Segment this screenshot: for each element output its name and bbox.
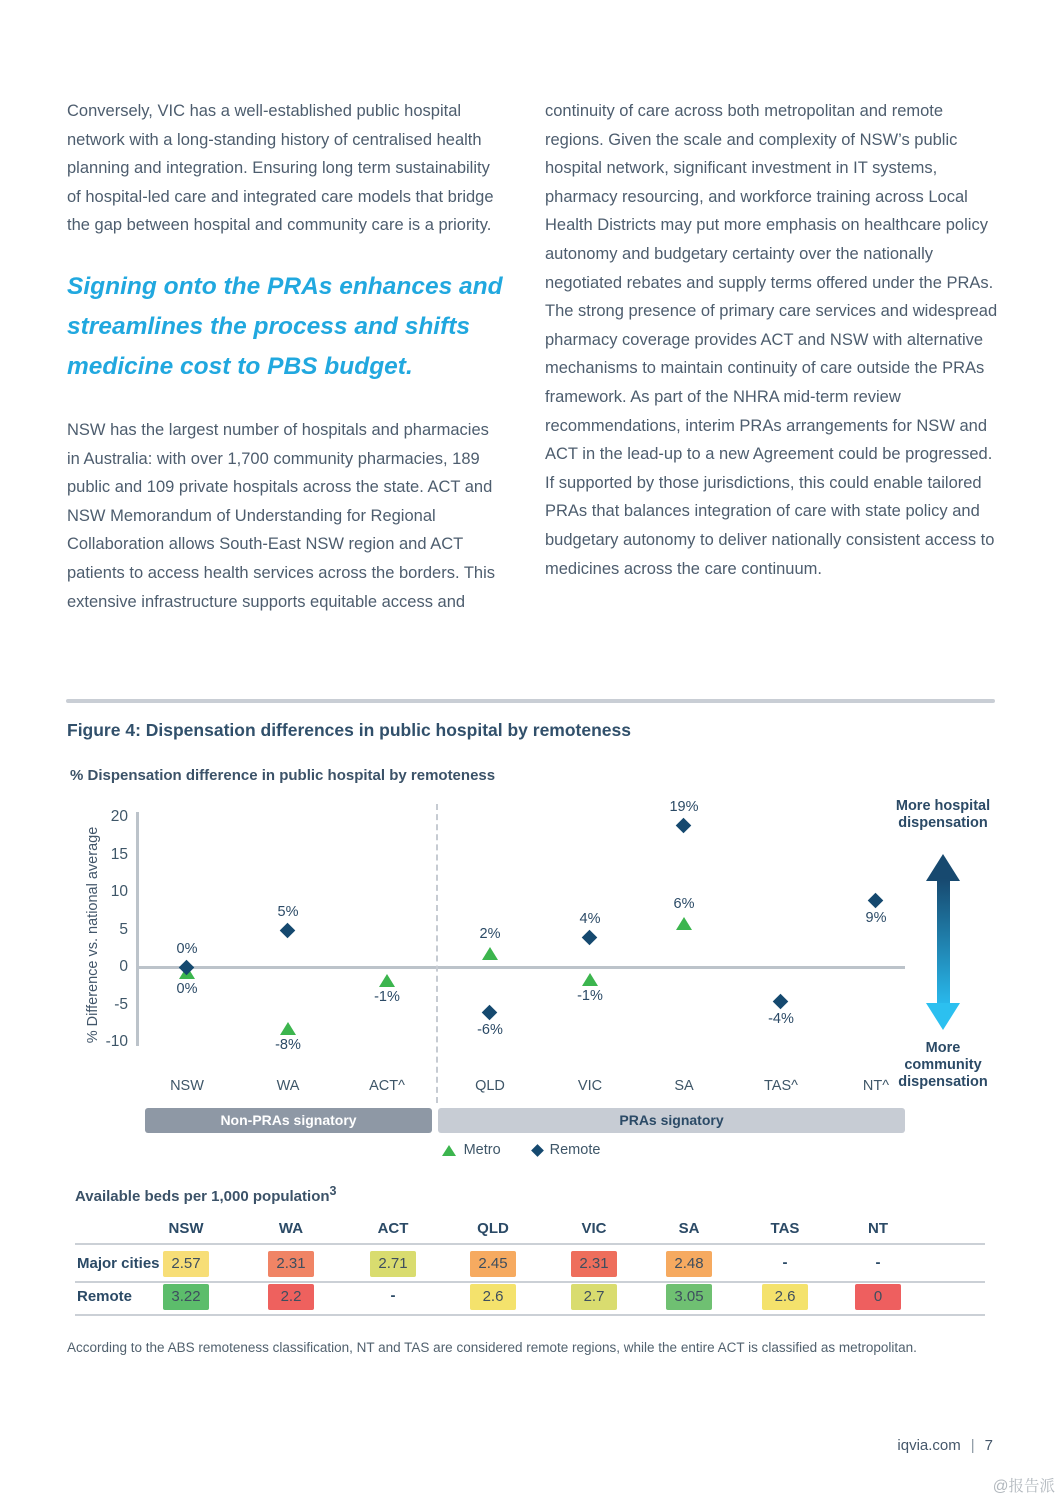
metro-triangle-marker <box>676 917 692 930</box>
y-axis-title: % Difference vs. national average <box>85 826 101 1044</box>
data-point-label: -6% <box>477 1022 503 1038</box>
annotation-more-hospital: More hospital dispensation <box>895 798 991 831</box>
remote-diamond-marker <box>773 994 789 1010</box>
section-divider <box>66 699 995 703</box>
page-number: 7 <box>984 1437 993 1454</box>
x-axis-label: ACT^ <box>369 1078 405 1094</box>
arrow-down-icon <box>926 1003 960 1030</box>
remote-diamond-icon <box>531 1144 544 1157</box>
metro-triangle-marker <box>379 974 395 987</box>
beds-column-header: ACT <box>377 1220 409 1237</box>
metro-triangle-marker <box>482 947 498 960</box>
text-column-right <box>545 97 999 583</box>
table-cell-value: 2.45 <box>470 1251 516 1277</box>
data-point-label: 2% <box>479 926 501 942</box>
x-axis-label: NSW <box>170 1078 204 1094</box>
beds-table <box>0 1180 1061 1330</box>
table-cell-empty: - <box>390 1287 396 1304</box>
x-axis-label: TAS^ <box>764 1078 798 1094</box>
x-axis-label: VIC <box>577 1078 603 1094</box>
remote-diamond-marker <box>868 892 884 908</box>
remote-diamond-marker <box>482 1005 498 1021</box>
page-footer <box>897 1437 993 1454</box>
y-tick-label: -5 <box>114 995 128 1013</box>
annotation-more-community: More community dispensation <box>898 1040 988 1090</box>
beds-column-header: NSW <box>168 1220 204 1237</box>
pras-separator-line <box>436 804 438 1103</box>
data-point-label: 0% <box>176 941 198 957</box>
x-axis-label: NT^ <box>862 1078 890 1094</box>
y-tick-label: 0 <box>119 958 128 975</box>
data-point-label: -8% <box>275 1037 301 1053</box>
y-axis-line <box>136 812 139 1046</box>
x-axis-label: QLD <box>475 1078 505 1094</box>
table-rule <box>75 1281 985 1283</box>
beds-table-title <box>75 1184 336 1205</box>
data-point-label: 6% <box>673 896 695 912</box>
beds-column-header: TAS <box>770 1220 800 1237</box>
dispensation-scatter-chart <box>0 790 1061 1185</box>
metro-triangle-icon <box>442 1145 456 1156</box>
data-point-label: 4% <box>579 911 601 927</box>
legend-label-remote: Remote <box>549 1142 601 1158</box>
table-cell-empty: - <box>782 1254 788 1271</box>
paragraph-continuity: continuity of care across both metropolitan and remote regions. Given the scale and complexity of NSW’s public hospital network, significant investment in IT systems, pharmacy resourcing, and workforce training across Local Health Districts may put more emphasis on healthcare policy autonomy and budgetary certainty over the nationally negotiated rebates and supply terms offered under the PRAs. The strong presence of primary care services and widespread pharmacy coverage provides ACT and NSW with alternative mechanisms to maintain continuity of care outside the PRAs framework. As part of the NHRA mid-term review recommendations, interim PRAs arrangements for NSW and ACT in the lead-up to a new Agreement could be progressed. If supported by those jurisdictions, this could enable tailored PRAs that balances integration of care with state policy and budgetary autonomy to deliver nationally consistent access to medicines across the care continuum. <box>545 102 998 578</box>
metro-triangle-marker <box>582 973 598 986</box>
table-cell-value: 2.31 <box>268 1251 314 1277</box>
x-axis-label: SA <box>674 1078 694 1094</box>
y-tick-label: 20 <box>110 808 128 825</box>
pull-quote: Signing onto the PRAs enhances and streamlines the process and shifts medicine cost to PBS budget. <box>67 272 503 380</box>
row-label-major-cities: Major cities <box>77 1255 160 1272</box>
table-cell-value: 3.05 <box>666 1284 712 1310</box>
remote-diamond-marker <box>582 930 598 946</box>
beds-table-title-superscript: 3 <box>329 1184 337 1198</box>
y-tick-label: -10 <box>105 1033 128 1050</box>
figure-title: Figure 4: Dispensation differences in public hospital by remoteness <box>67 720 632 740</box>
arrow-up-icon <box>926 854 960 881</box>
table-cell-value: 2.2 <box>268 1284 314 1310</box>
beds-column-header: NT <box>868 1220 888 1237</box>
beds-column-header: VIC <box>581 1220 607 1237</box>
data-point-label: 5% <box>277 903 299 920</box>
table-cell-value: 0 <box>855 1284 901 1310</box>
beds-column-header: WA <box>278 1220 304 1237</box>
remote-diamond-marker <box>676 817 692 833</box>
paragraph-nsw-hospitals: NSW has the largest number of hospitals and pharmacies in Australia: with over 1,700 community pharmacies, 189 public and 109 private hospitals across the state. ACT and NSW Memorandum of Understanding for Regional Collaboration allows South-East NSW region and ACT patients to access health services across the borders. This extensive infrastructure supports equitable access and <box>67 420 495 611</box>
data-point-label: -1% <box>577 987 603 1004</box>
text-column-left <box>67 97 503 616</box>
table-rule <box>75 1314 985 1316</box>
table-cell-value: 2.6 <box>470 1284 516 1310</box>
footer-separator: | <box>970 1437 975 1454</box>
data-point-label: 19% <box>669 798 699 815</box>
chart-legend <box>137 1142 905 1158</box>
table-cell-value: 3.22 <box>163 1284 209 1310</box>
remote-diamond-marker <box>280 922 296 938</box>
table-cell-value: 2.71 <box>370 1251 416 1277</box>
table-rule <box>75 1243 985 1245</box>
legend-label-metro: Metro <box>463 1142 501 1158</box>
zero-baseline <box>137 966 905 969</box>
chart-title: % Dispensation difference in public hospital by remoteness <box>70 767 496 784</box>
table-cell-value: 2.48 <box>666 1251 712 1277</box>
table-cell-value: 2.7 <box>571 1284 617 1310</box>
y-tick-label: 5 <box>119 920 128 938</box>
band-non-pras: Non-PRAs signatory <box>145 1108 432 1133</box>
data-point-label: 0% <box>176 981 198 997</box>
table-cell-value: 2.57 <box>163 1251 209 1277</box>
table-cell-value: 2.6 <box>762 1284 808 1310</box>
watermark: @报告派 <box>992 1478 1055 1495</box>
data-point-label: -4% <box>768 1011 794 1027</box>
beds-column-header: SA <box>678 1220 700 1237</box>
table-cell-value: 2.31 <box>571 1251 617 1277</box>
x-axis-label: WA <box>276 1078 300 1094</box>
paragraph-vic-network: Conversely, VIC has a well-established public hospital network with a long-standing history of centralised health planning and integration. Ensuring long term sustainability of hospital-led care and integrated care models that bridge the gap between hospital and community care is a priority. <box>67 102 494 235</box>
footer-site-link[interactable]: iqvia.com <box>897 1437 961 1454</box>
legend-item-remote <box>533 1142 601 1158</box>
y-tick-label: 15 <box>110 845 128 863</box>
arrow-bar <box>937 879 950 1005</box>
figure-footnote: According to the ABS remoteness classification, NT and TAS are considered remote regions, while the entire ACT is classified as metropolitan. <box>67 1340 917 1355</box>
table-cell-empty: - <box>875 1254 881 1271</box>
band-pras: PRAs signatory <box>438 1108 905 1133</box>
row-label-remote: Remote <box>77 1288 133 1305</box>
beds-table-title-text: Available beds per 1,000 population <box>75 1188 330 1205</box>
data-point-label: 9% <box>865 909 887 926</box>
legend-item-metro <box>442 1142 501 1158</box>
data-point-label: -1% <box>374 988 400 1005</box>
y-tick-label: 10 <box>110 883 128 900</box>
beds-column-header: QLD <box>477 1220 509 1237</box>
metro-triangle-marker <box>280 1022 296 1035</box>
